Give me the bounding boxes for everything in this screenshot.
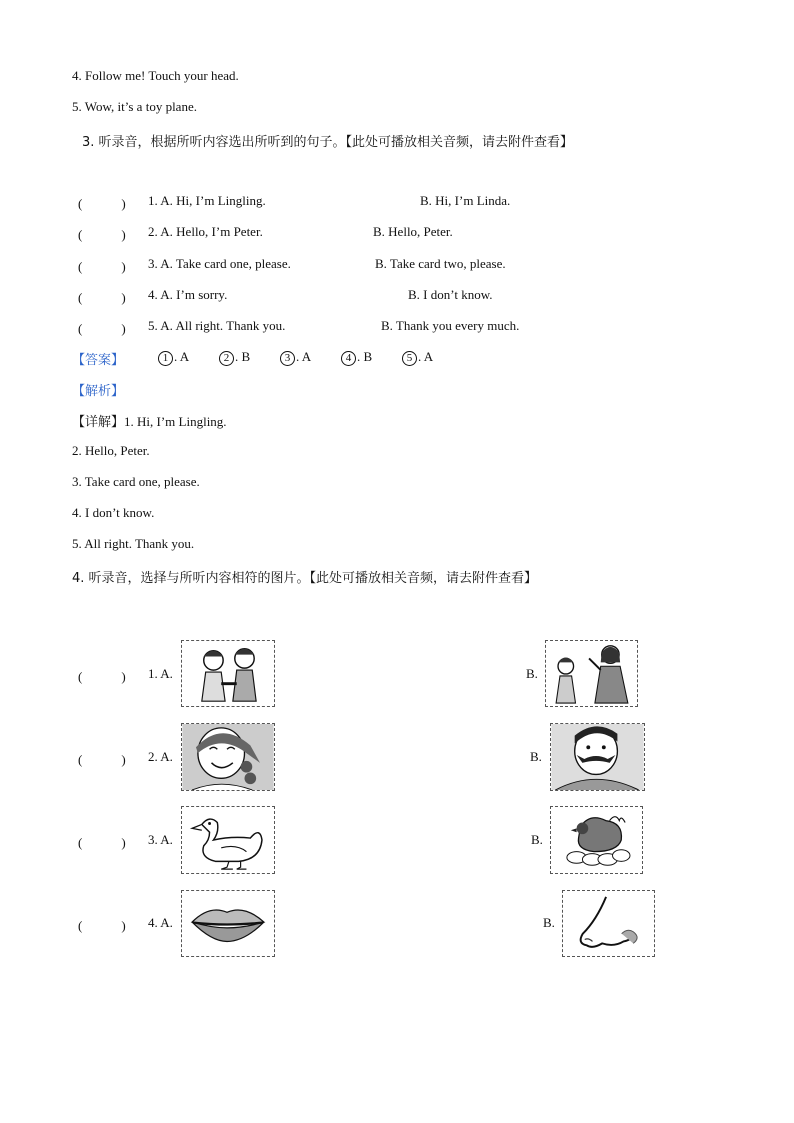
option-b: B. Hi, I’m Linda.	[420, 193, 511, 208]
answer-value: . A	[296, 349, 312, 364]
answer-blank[interactable]: ( )	[78, 321, 126, 336]
detail-line: 5. All right. Thank you.	[72, 536, 195, 551]
option-a-label: 3. A.	[148, 832, 173, 847]
answer-blank[interactable]: ( )	[78, 196, 126, 211]
option-a: 5. A. All right. Thank you.	[148, 318, 286, 333]
option-a: 2. A. Hello, I’m Peter.	[148, 224, 263, 239]
option-b-label: B.	[543, 915, 555, 930]
detail-line: 2. Hello, Peter.	[72, 443, 150, 458]
answer-item	[280, 349, 311, 366]
detail-line: 3. Take card one, please.	[72, 474, 200, 489]
option-b: B. Thank you every much.	[381, 318, 520, 333]
circled-number: 2	[219, 351, 234, 366]
answer-blank[interactable]: ( )	[78, 259, 126, 274]
circled-number: 4	[341, 351, 356, 366]
duck-icon[interactable]	[181, 806, 275, 874]
answer-blank[interactable]: ( )	[78, 752, 126, 767]
circled-number: 3	[280, 351, 295, 366]
option-a-label: 2. A.	[148, 749, 173, 764]
answer-value: . A	[174, 349, 190, 364]
detail-line: 4. I don’t know.	[72, 505, 155, 520]
line-item: 5. Wow, it’s a toy plane.	[72, 99, 197, 114]
answer-blank[interactable]: ( )	[78, 669, 126, 684]
answer-blank[interactable]: ( )	[78, 918, 126, 933]
detail-label: 【详解】	[72, 415, 125, 430]
man-with-mustache-icon[interactable]	[550, 723, 645, 791]
kids-shaking-hands-icon[interactable]	[181, 640, 275, 707]
answer-blank[interactable]: ( )	[78, 290, 126, 305]
answer-item	[158, 349, 189, 366]
analysis-label: 【解析】	[72, 384, 125, 399]
answer-value: . A	[418, 349, 434, 364]
circled-number: 5	[402, 351, 417, 366]
smiling-woman-icon[interactable]	[181, 723, 275, 791]
hen-on-eggs-icon[interactable]	[550, 806, 643, 874]
circled-number: 1	[158, 351, 173, 366]
answer-value: . B	[357, 349, 373, 364]
option-b-label: B.	[526, 666, 538, 681]
detail-text: 1. Hi, I’m Lingling.	[124, 414, 227, 429]
question-3-heading: 3. 听录音，根据所听内容选出所听到的句子。【此处可播放相关音频，请去附件查看】	[82, 135, 574, 150]
option-a-label: 1. A.	[148, 666, 173, 681]
detail-line	[72, 411, 227, 430]
option-a: 3. A. Take card one, please.	[148, 256, 291, 271]
answer-item	[341, 349, 372, 366]
answer-blank[interactable]: ( )	[78, 835, 126, 850]
option-b-label: B.	[531, 832, 543, 847]
option-a-label: 4. A.	[148, 915, 173, 930]
option-a: 4. A. I’m sorry.	[148, 287, 228, 302]
nose-icon[interactable]	[562, 890, 655, 957]
answer-item	[402, 349, 433, 366]
line-item: 4. Follow me! Touch your head.	[72, 68, 239, 83]
answer-value: . B	[235, 349, 251, 364]
option-b-label: B.	[530, 749, 542, 764]
answer-label: 【答案】	[72, 353, 125, 368]
mouth-icon[interactable]	[181, 890, 275, 957]
child-and-teacher-waving-icon[interactable]	[545, 640, 638, 707]
option-a: 1. A. Hi, I’m Lingling.	[148, 193, 266, 208]
answer-item	[219, 349, 250, 366]
option-b: B. Take card two, please.	[375, 256, 506, 271]
answer-blank[interactable]: ( )	[78, 227, 126, 242]
option-b: B. Hello, Peter.	[373, 224, 453, 239]
question-4-heading: 4. 听录音，选择与所听内容相符的图片。【此处可播放相关音频，请去附件查看】	[72, 571, 538, 586]
option-b: B. I don’t know.	[408, 287, 493, 302]
